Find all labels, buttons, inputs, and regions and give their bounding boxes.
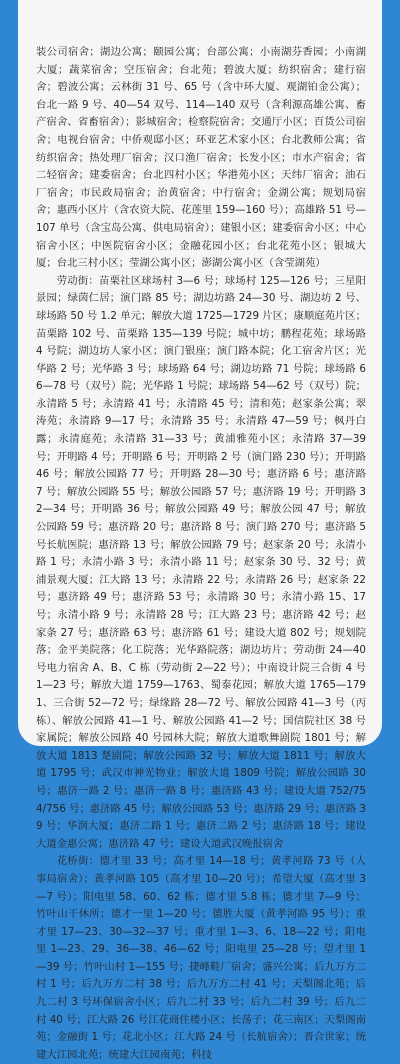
document-content [36,44,366,1061]
paragraph-taiwan-district: 装公司宿舍；湖边公寓；颐园公寓；台部公寓；小南湖芬香园；小南湖大厦；蔬菜宿舍；空压宿舍；台北苑；碧波大厦；纺织宿舍；建行宿舍；碧波公寓；云林街 31 号、65 号（含中环大厦、观湖铂金公寓）；台北一路 9 号、40—54 双号、114—140 双号（含利源高雄公寓、畜产宿舍、省畜宿舍）；影城宿舍；检察院宿舍；交通厅小区；百货公司宿舍；电视台宿舍；中侨观邸小区；环亚艺术家小区；台北教师公寓；省纺织宿舍；热处理厂宿舍；汉口渔厂宿舍；长发小区；市水产宿舍；省二轻宿舍；建委宿舍；台北四村小区；华港苑小区；天纬厂宿舍；油石厂宿舍；市民政局宿舍；治黄宿舍；中行宿舍；金湖公寓；规划局宿舍；惠西小区片（含农资大院、花莲里 159—160 号）；高雄路 51 号—107 单号（含宝岛公寓、供电局宿舍）；建银小区；建委宿舍小区；中心宿舍小区；中医院宿舍小区；金融花园小区；台北花苑小区；银城大厦；台北三村小区；莹湖公寓小区；澎湖公寓小区（含莹湖苑） [36,46,366,270]
paragraph-huaqiao-street: 花桥街：德才里 33 号；高才里 14—18 号；黄孝河路 73 号（人事局宿舍）；黄孝河路 105（高才里 10—20 号）；希望大厦（高才里 3—7 号）；阳电里 58、60、62 栋；德才里 5.8 栋；德才里 7—9 号；竹叶山干休所；德才一里 1—20 号；德胜大厦（黄孝河路 95 号）；重才里 17—23、30—32—37 号；重才里 1—3、6、18—22 号；阳电里 1—23、29、36—38、46—62 号；阳电里 25—28 号；望才里 1—39 号；竹叶山村 1—155 号；捷峰鞋厂宿舍；盛兴公寓；后九万方二村 1 号；后九万方二村 38 号；后九万方二村 41 号；天梨阁北苑；后九二村 3 号环保宿舍小区；后九二村 33 号；后九二村 39 号；后九二村 40 号；江大路 26 号江花商住楼小区；长荡子；花三南区；天梨阁南苑；金融街 1 号；花北小区；江大路 24 号（长航宿舍）；晋合世家；统建大江园北苑；统建大江园南苑；科技 [36,855,366,1061]
paragraph-laodong-street: 劳动街：苗栗社区球场村 3—6 号；球场村 125—126 号；三星阳景园；绿茵仁居；演门路 85 号；湖边坊路 24—30 号、湖边坊 2 号、球场路 50 号 1.2 单元；解放大道 1725—1729 片区；康顺庭苑片区；苗栗路 102 号、苗栗路 135—139 号院；城中坊；鹏程花苑；球场路 4 号院；湖边坊人家小区；演门银座；演门路本院；化工宿舍片区；光华路 2 号；光华路 3 号；球场路 64 号；湖边坊路 71 号院；球场路 66—78 号（双号）院；光华路 1 号院；球场路 54—62 号（双号）院；永清路 5 号；永清路 41 号；永清路 45 号；清和苑；赵家条公寓；翠涛苑；永清路 9—17 号；永清路 35 号；永清路 47—59 号；枫丹白露；永清庭苑；永清路 31—33 号；黄浦雅苑小区；永清路 37—39 号；开明路 4 号；开明路 6 号；开明路 2 号（演门路 230 号）；开明路 46 号；解放公园路 77 号；开明路 28—30 号；惠济路 6 号；惠济路 7 号；解放公园路 55 号；解放公园路 57 号；惠济路 19 号；开明路 32—34 号；开明路 36 号；解放公园路 49 号；解放公园 47 号；解放公园路 59 号；惠济路 20 号；惠济路 8 号；演门路 270 号；惠济路 5 号长航医院；惠济路 13 号；解放公园路 79 号；赵家条 20 号；永清小路 1 号；永清小路 3 号；永清小路 11 号；赵家条 30 号、32 号；黄浦景观大厦；江大路 13 号；永清路 22 号；永清路 26 号；赵家条 22 号；惠济路 49 号；惠济路 53 号；永清路 30 号；永清小路 15、17 号；永清小路 9 号；永清路 28 号；江大路 23 号；惠济路 42 号；赵家条 27 号；惠济路 63 号；惠济路 61 号；建设大道 802 号；规划院落；金平美院落；化工院落；光华路院落；湖边坊片；劳动街 24—40 号电力宿舍 A、B、C 栋（劳动街 2—22 号）；中南设计院三合街 4 号 1—23 号；解放大道 1759—1763、蜀泰花园；解放大道 1765—1791、三合街 52—72 号；绿缘路 28—72 号、解放公园路 41—3 号（丙栋）、解放公园路 41—1 号、解放公园路 41—2 号；国信院社区 38 号家属院；解放公园路 40 号园林大院；解放大道歌舞剧院 1801 号；解放大道 1813 楚剧院；解放公园路 32 号；解放大道 1811 号；解放大道 1795 号；武汉市神光物业；解放大道 1809 号院；解放公园路 30 号；惠济一路 2 号；惠济一路 8 号；惠济路 43 号；建设大道 752/754/756 号；惠济路 45 号；解放公园路 53 号；惠济路 29 号；惠济路 39 号；华润大厦；惠济二路 1 号；惠济二路 2 号；惠济路 18 号；建设大道金惠公寓；惠济路 47 号；建设大道武汉晚报宿舍 [36,274,366,850]
document-card [18,0,382,1061]
